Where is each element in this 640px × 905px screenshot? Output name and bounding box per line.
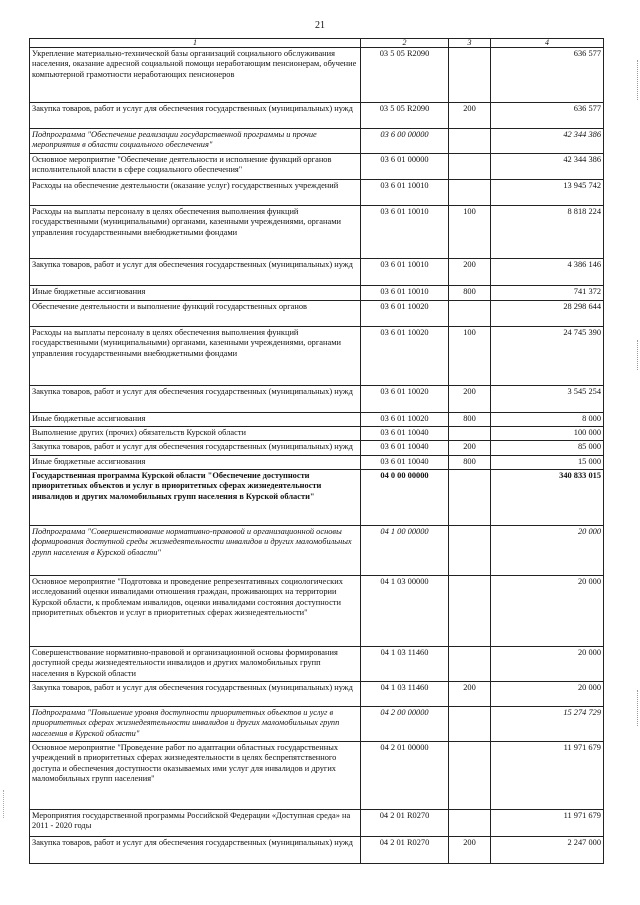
- row-amount-cell: 11 971 679: [491, 742, 604, 810]
- budget-table: [29, 38, 604, 864]
- table-header-row: [30, 39, 604, 48]
- row-type-cell: [449, 742, 491, 810]
- row-name-cell: Основное мероприятие "Подготовка и проведение репрезентативных социологических исследований оценки инвалидами отношения граждан, проживающих на территории Курской области, к проблемам инвалидов, оценки инвалидами состояния доступности приоритетных объектов и услуг в приоритетных сферах жизнедеятельности": [30, 576, 361, 647]
- table-row: [30, 327, 604, 386]
- row-code-cell: 04 0 00 00000: [361, 470, 449, 526]
- row-amount-cell: 28 298 644: [491, 301, 604, 327]
- row-type-cell: [449, 180, 491, 206]
- row-code-cell: 03 6 01 10040: [361, 427, 449, 441]
- row-amount-cell: 3 545 254: [491, 386, 604, 413]
- table-row: [30, 647, 604, 682]
- table-row: [30, 180, 604, 206]
- row-type-cell: 200: [449, 386, 491, 413]
- row-amount-cell: 15 274 729: [491, 707, 604, 742]
- row-name-cell: Основное мероприятие "Обеспечение деятельности и исполнение функций органов исполнительной власти в сфере социального обеспечения": [30, 154, 361, 180]
- scan-edge-mark: [631, 690, 638, 726]
- row-code-cell: 03 6 01 10010: [361, 206, 449, 259]
- table-row: [30, 413, 604, 427]
- row-code-cell: 04 1 03 11460: [361, 682, 449, 707]
- row-amount-cell: 20 000: [491, 526, 604, 576]
- row-code-cell: 03 6 01 10020: [361, 386, 449, 413]
- row-type-cell: 100: [449, 206, 491, 259]
- row-name-cell: Иные бюджетные ассигнования: [30, 413, 361, 427]
- row-amount-cell: 24 745 390: [491, 327, 604, 386]
- row-amount-cell: 85 000: [491, 441, 604, 456]
- row-amount-cell: 741 372: [491, 286, 604, 301]
- row-name-cell: Расходы на выплаты персоналу в целях обеспечения выполнения функций государственными (муниципальными) органами, казенными учреждениями, органами управления государственными внебюджетными фондами: [30, 206, 361, 259]
- row-type-cell: 800: [449, 413, 491, 427]
- row-type-cell: [449, 154, 491, 180]
- row-amount-cell: 20 000: [491, 576, 604, 647]
- row-type-cell: 200: [449, 682, 491, 707]
- row-name-cell: Закупка товаров, работ и услуг для обеспечения государственных (муниципальных) нужд: [30, 441, 361, 456]
- row-name-cell: Иные бюджетные ассигнования: [30, 456, 361, 470]
- row-amount-cell: 42 344 386: [491, 154, 604, 180]
- row-code-cell: 03 6 01 10020: [361, 413, 449, 427]
- table-row: [30, 810, 604, 837]
- column-header-code: 2: [361, 39, 449, 48]
- table-row: [30, 129, 604, 154]
- column-header-type: 3: [449, 39, 491, 48]
- table-row: [30, 456, 604, 470]
- row-type-cell: 200: [449, 837, 491, 864]
- scan-edge-mark: [631, 340, 638, 370]
- row-code-cell: 04 2 01 R0270: [361, 837, 449, 864]
- table-row: [30, 470, 604, 526]
- table-row: [30, 103, 604, 129]
- row-amount-cell: 636 577: [491, 48, 604, 103]
- row-type-cell: 200: [449, 259, 491, 286]
- row-name-cell: Подпрограмма "Совершенствование нормативно-правовой и организационной основы формирования доступной среды жизнедеятельности инвалидов и других маломобильных групп населения в Курской области": [30, 526, 361, 576]
- row-code-cell: 03 6 01 10040: [361, 441, 449, 456]
- page-number: 21: [315, 20, 325, 31]
- table-row: [30, 286, 604, 301]
- row-code-cell: 04 2 00 00000: [361, 707, 449, 742]
- row-code-cell: 03 6 01 10010: [361, 259, 449, 286]
- table-row: [30, 154, 604, 180]
- table-row: [30, 837, 604, 864]
- table-row: [30, 206, 604, 259]
- row-type-cell: [449, 427, 491, 441]
- row-code-cell: 03 6 01 10020: [361, 301, 449, 327]
- row-type-cell: 200: [449, 103, 491, 129]
- row-type-cell: [449, 129, 491, 154]
- row-type-cell: [449, 301, 491, 327]
- row-amount-cell: 15 000: [491, 456, 604, 470]
- row-code-cell: 04 2 01 00000: [361, 742, 449, 810]
- row-name-cell: Совершенствование нормативно-правовой и организационной основы формирования доступной среды жизнедеятельности инвалидов и других маломобильных групп населения в Курской области: [30, 647, 361, 682]
- row-name-cell: Государственная программа Курской области "Обеспечение доступности приоритетных объектов и услуг в приоритетных сферах жизнедеятельности инвалидов и других маломобильных групп населения в Курской области": [30, 470, 361, 526]
- row-name-cell: Подпрограмма "Обеспечение реализации государственной программы и прочие мероприятия в области социального обеспечения": [30, 129, 361, 154]
- row-type-cell: [449, 707, 491, 742]
- table-row: [30, 707, 604, 742]
- row-code-cell: 04 1 00 00000: [361, 526, 449, 576]
- row-type-cell: [449, 470, 491, 526]
- row-type-cell: [449, 647, 491, 682]
- table-row: [30, 576, 604, 647]
- table-row: [30, 526, 604, 576]
- row-type-cell: 800: [449, 456, 491, 470]
- row-amount-cell: 4 386 146: [491, 259, 604, 286]
- row-amount-cell: 42 344 386: [491, 129, 604, 154]
- row-type-cell: [449, 526, 491, 576]
- row-name-cell: Мероприятия государственной программы Российской Федерации «Доступная среда» на 2011 - 2020 годы: [30, 810, 361, 837]
- row-type-cell: 100: [449, 327, 491, 386]
- row-name-cell: Выполнение других (прочих) обязательств Курской области: [30, 427, 361, 441]
- table-row: [30, 386, 604, 413]
- scan-edge-mark: [3, 790, 8, 818]
- scan-edge-mark: [631, 60, 638, 100]
- row-code-cell: 03 6 01 10040: [361, 456, 449, 470]
- row-code-cell: 03 6 01 10010: [361, 180, 449, 206]
- row-code-cell: 03 5 05 R2090: [361, 48, 449, 103]
- row-name-cell: Подпрограмма "Повышение уровня доступности приоритетных объектов и услуг в приоритетных сферах жизнедеятельности инвалидов и других маломобильных групп населения в Курской области": [30, 707, 361, 742]
- row-amount-cell: 20 000: [491, 682, 604, 707]
- row-name-cell: Обеспечение деятельности и выполнение функций государственных органов: [30, 301, 361, 327]
- row-type-cell: [449, 576, 491, 647]
- row-amount-cell: 100 000: [491, 427, 604, 441]
- row-code-cell: 03 6 01 10010: [361, 286, 449, 301]
- row-name-cell: Закупка товаров, работ и услуг для обеспечения государственных (муниципальных) нужд: [30, 682, 361, 707]
- row-amount-cell: 8 818 224: [491, 206, 604, 259]
- column-header-name: 1: [30, 39, 361, 48]
- row-name-cell: Иные бюджетные ассигнования: [30, 286, 361, 301]
- table-row: [30, 742, 604, 810]
- row-type-cell: [449, 48, 491, 103]
- row-name-cell: Закупка товаров, работ и услуг для обеспечения государственных (муниципальных) нужд: [30, 103, 361, 129]
- row-name-cell: Расходы на обеспечение деятельности (оказание услуг) государственных учреждений: [30, 180, 361, 206]
- column-header-amount: 4: [491, 39, 604, 48]
- table-row: [30, 301, 604, 327]
- row-type-cell: [449, 810, 491, 837]
- table-row: [30, 682, 604, 707]
- table-row: [30, 48, 604, 103]
- row-name-cell: Закупка товаров, работ и услуг для обеспечения государственных (муниципальных) нужд: [30, 386, 361, 413]
- row-code-cell: 03 6 01 00000: [361, 154, 449, 180]
- table-row: [30, 259, 604, 286]
- row-amount-cell: 20 000: [491, 647, 604, 682]
- row-name-cell: Расходы на выплаты персоналу в целях обеспечения выполнения функций государственными (муниципальными) органами, казенными учреждениями, органами управления государственными внебюджетными фондами: [30, 327, 361, 386]
- row-amount-cell: 340 833 015: [491, 470, 604, 526]
- row-code-cell: 03 6 01 10020: [361, 327, 449, 386]
- row-code-cell: 04 2 01 R0270: [361, 810, 449, 837]
- row-name-cell: Закупка товаров, работ и услуг для обеспечения государственных (муниципальных) нужд: [30, 259, 361, 286]
- row-amount-cell: 13 945 742: [491, 180, 604, 206]
- row-type-cell: 800: [449, 286, 491, 301]
- table-row: [30, 441, 604, 456]
- table-row: [30, 427, 604, 441]
- row-name-cell: Закупка товаров, работ и услуг для обеспечения государственных (муниципальных) нужд: [30, 837, 361, 864]
- row-amount-cell: 636 577: [491, 103, 604, 129]
- row-amount-cell: 8 000: [491, 413, 604, 427]
- row-code-cell: 04 1 03 11460: [361, 647, 449, 682]
- row-name-cell: Укрепление материально-технической базы организаций социального обслуживания населения, оказание адресной социальной помощи неработающим пенсионерам, обучение компьютерной грамотности неработающих пенсионеров: [30, 48, 361, 103]
- row-code-cell: 03 6 00 00000: [361, 129, 449, 154]
- row-name-cell: Основное мероприятие "Проведение работ по адаптации областных государственных учреждений в приоритетных сферах жизнедеятельности в целях беспрепятственного доступа и обеспечения доступности оказываемых ими услуг для инвалидов и других маломобильных групп населения": [30, 742, 361, 810]
- row-amount-cell: 2 247 000: [491, 837, 604, 864]
- row-amount-cell: 11 971 679: [491, 810, 604, 837]
- row-type-cell: 200: [449, 441, 491, 456]
- row-code-cell: 03 5 05 R2090: [361, 103, 449, 129]
- row-code-cell: 04 1 03 00000: [361, 576, 449, 647]
